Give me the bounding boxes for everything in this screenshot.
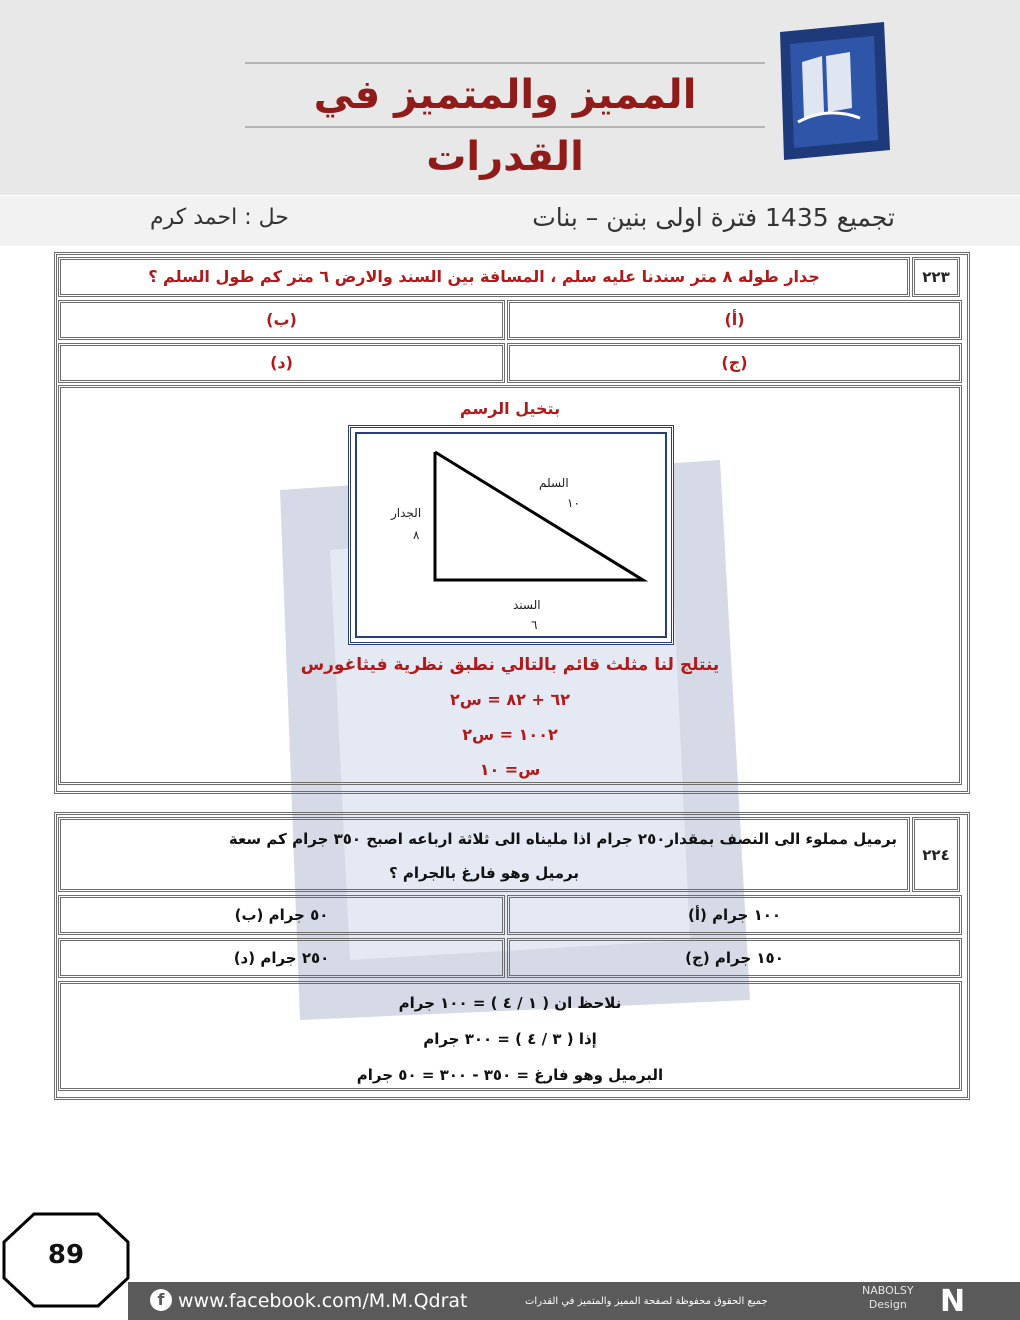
question-text-line-2: برميل وهو فارغ بالجرام ؟	[389, 864, 579, 882]
option-c: (ج) ١٥٠ جرام	[685, 949, 784, 967]
question-number: ٢٢٤	[922, 846, 950, 864]
logo-title: المميز والمتميز في القدرات	[245, 62, 765, 128]
page-number-badge	[2, 1212, 130, 1308]
option-c-cell[interactable]	[507, 343, 962, 383]
question-text-line-1: برميل مملوء الى النصف بمقدار٢٥٠ جرام اذا مليناه الى ثلاثة ارباعه اصبح ٣٥٠ جرام كم سعة	[228, 830, 897, 848]
collection-line: تجميع 1435 فترة اولى بنين – بنات	[532, 203, 895, 232]
wall-label: الجدار	[391, 506, 422, 520]
solution-step-2: ٦٢ + ٨٢ = س٢	[450, 690, 570, 709]
brand-letter: N	[940, 1284, 966, 1319]
question-number: ٢٢٣	[922, 268, 950, 286]
option-d: (د) ٢٥٠ جرام	[233, 949, 330, 967]
wall-value: ٨	[413, 528, 420, 542]
book-logo-icon	[762, 22, 892, 162]
facebook-link[interactable]: www.facebook.com/M.M.Qdrat	[178, 1290, 468, 1312]
rights-text: جميع الحقوق محفوظة لصفحة المميز والمتميز في القدرات	[525, 1296, 768, 1307]
solution-step-1: ينتلج لنا مثلث قائم بالتالي نطبق نظرية فيثاغورس	[300, 655, 720, 675]
question-text: جدار طوله ٨ متر سندنا عليه سلم ، المسافة بين السند والارض ٦ متر كم طول السلم ؟	[148, 267, 820, 286]
solution-cell	[58, 981, 962, 1091]
option-b: (ب) ٥٠ جرام	[234, 906, 329, 924]
design-credit-line-1: NABOLSY	[862, 1284, 914, 1297]
solver-line: حل : احمد كرم	[150, 205, 289, 230]
solution-step-2: إذا ( ٣ / ٤ ) = ٣٠٠ جرام	[423, 1030, 597, 1048]
option-a: (أ) ١٠٠ جرام	[687, 906, 782, 924]
option-b-cell[interactable]	[58, 895, 505, 935]
triangle-shape	[351, 428, 671, 642]
page-number: 89	[47, 1240, 85, 1270]
ladder-label: السلم	[539, 476, 569, 490]
triangle-diagram	[348, 425, 674, 645]
solution-step-3: ١٠٠٢ = س٢	[462, 725, 558, 744]
option-c: (ج)	[721, 353, 748, 372]
option-a: (أ)	[724, 310, 745, 329]
option-d: (د)	[270, 353, 293, 372]
option-a-cell[interactable]	[507, 895, 962, 935]
solution-step-3: البرميل وهو فارغ = ٣٥٠ - ٣٠٠ = ٥٠ جرام	[356, 1066, 664, 1084]
option-d-cell[interactable]	[58, 343, 505, 383]
question-number-cell	[912, 817, 960, 892]
question-text-cell	[58, 257, 910, 297]
solution-title: بتخيل الرسم	[459, 399, 561, 418]
question-text-cell	[58, 817, 910, 892]
option-b: (ب)	[266, 310, 297, 329]
option-d-cell[interactable]	[58, 938, 505, 978]
design-credit-line-2: Design	[868, 1298, 907, 1311]
design-credit	[862, 1284, 914, 1312]
option-b-cell[interactable]	[58, 300, 505, 340]
facebook-icon[interactable]: f	[150, 1289, 172, 1311]
question-number-cell	[912, 257, 960, 297]
base-value: ٦	[531, 618, 538, 632]
solution-step-1: نلاحظ ان ( ١ / ٤ ) = ١٠٠ جرام	[398, 994, 622, 1012]
option-c-cell[interactable]	[507, 938, 962, 978]
ladder-value: ١٠	[567, 496, 580, 510]
option-a-cell[interactable]	[507, 300, 962, 340]
base-label: السند	[513, 598, 541, 612]
solution-step-4: س= ١٠	[479, 760, 541, 779]
